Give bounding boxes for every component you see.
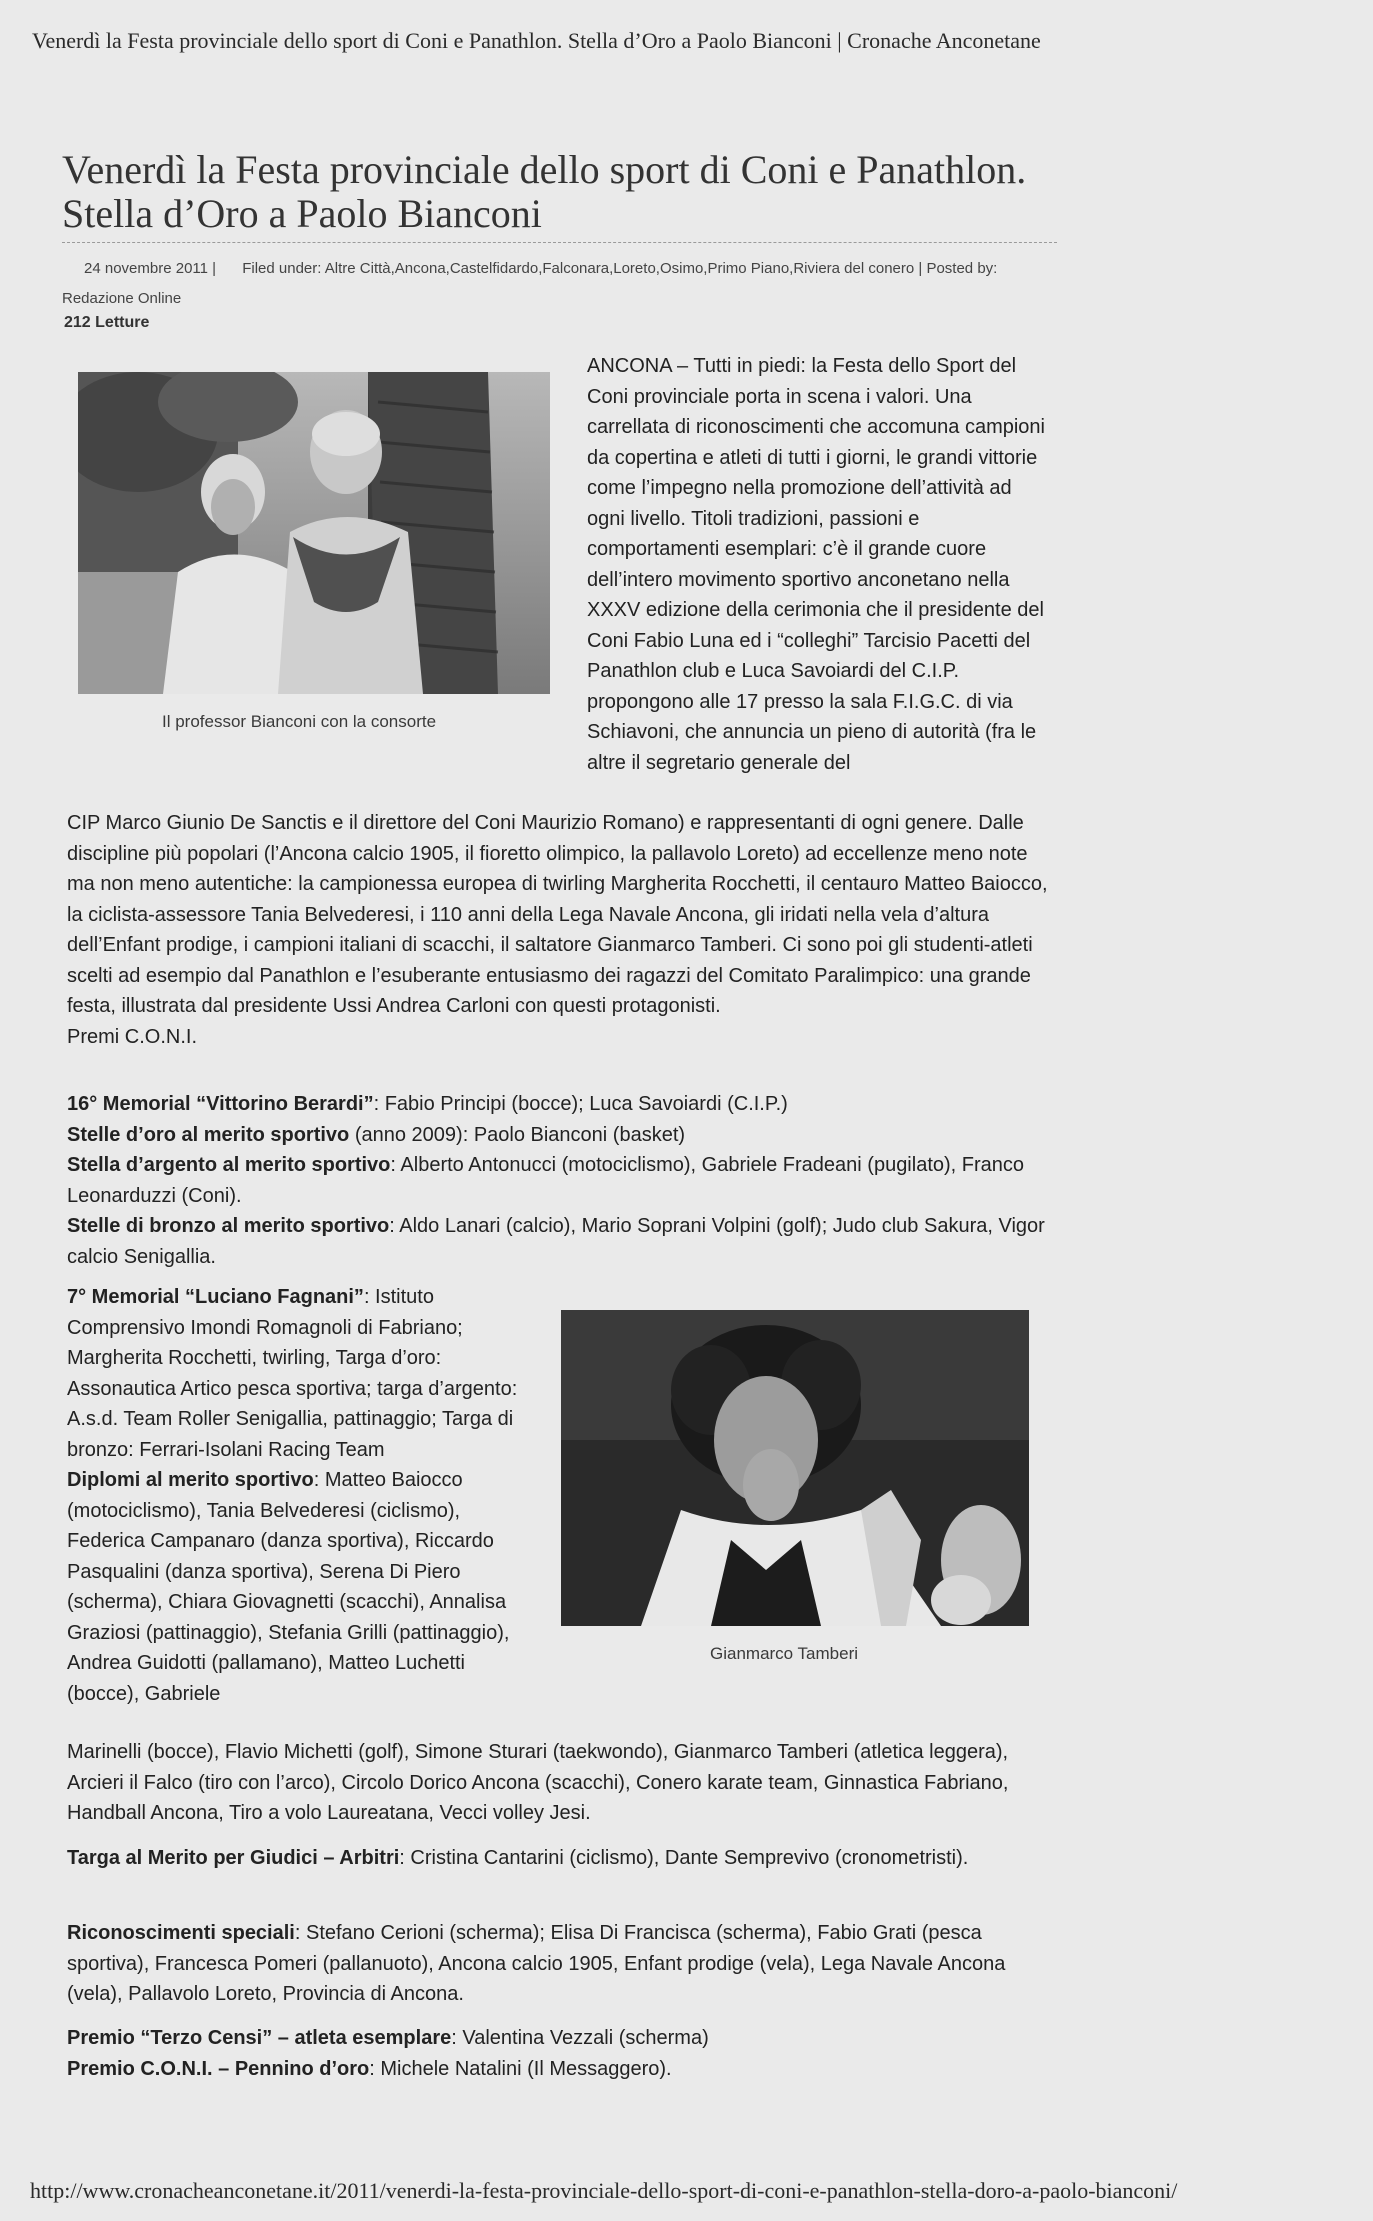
award-stelle-bronzo: Stelle di bronzo al merito sportivo: Aldo Lanari (calcio), Mario Soprani Volpini (golf); Judo club Sakura, Vigor calcio Senigallia. xyxy=(67,1215,1045,1268)
post-date: 24 novembre 2011 | xyxy=(84,260,217,277)
premi-heading: Premi C.O.N.I. xyxy=(67,1025,198,1048)
award-stella-argento: Stella d’argento al merito sportivo: Alberto Antonucci (motociclismo), Gabriele Fradeani (pugilato), Franco Leonarduzzi (Coni). xyxy=(67,1154,1025,1207)
filed-under-categories[interactable]: Filed under: Altre Città,Ancona,Castelfidardo,Falconara,Loreto,Osimo,Primo Piano,Riviera del conero | xyxy=(242,260,923,277)
award-diplomi: Diplomi al merito sportivo: Matteo Baiocco (motociclismo), Tania Belvederesi (ciclismo), Federica Campanaro (danza sportiva), Riccardo Pasqualini (danza sportiva), Serena Di Piero (scherma), Chiara Giovagnetti (scacchi), Annalisa Graziosi (pattinaggio), Stefania Grilli (pattinaggio), Andrea Guidotti (pallamano), Matteo Luchetti (bocce), Gabriele xyxy=(67,1469,510,1705)
awards-list xyxy=(67,1089,1052,1272)
read-count: 212 Letture xyxy=(64,314,150,331)
body-paragraph xyxy=(67,808,1052,1052)
tamberi-photo xyxy=(561,1310,1029,1626)
award-targa-giudici: Targa al Merito per Giudici – Arbitri: Cristina Cantarini (ciclismo), Dante Semprevivo (cronometristi). xyxy=(67,1847,969,1869)
title-divider xyxy=(62,242,1057,243)
intro-paragraph: ANCONA – Tutti in piedi: la Festa dello Sport del Coni provinciale porta in scena i valori. Una carrellata di riconoscimenti che accomuna campioni da copertina e atleti di tutti i giorni, le grandi vittorie come l’impegno nella promozione dell’attività ad ogni livello. Titoli tradizioni, passioni e comportamenti esemplari: c’è il grande cuore dell’intero movimento sportivo anconetano nella XXXV edizione della cerimonia che il presidente del Coni Fabio Luna ed i “colleghi” Tarcisio Pacetti del Panathlon club e Luca Savoiardi del C.I.P. propongono alle 17 presso la sala F.I.G.C. di via Schiavoni, che annuncia un pieno di autorità (fra le altre il segretario generale del xyxy=(587,355,1045,774)
print-footer-url[interactable]: http://www.cronacheanconetane.it/2011/venerdi-la-festa-provinciale-dello-sport-di-coni-e-panathlon-stella-doro-a-paolo-bianconi/ xyxy=(30,2178,1178,2203)
award-terzo-censi: Premio “Terzo Censi” – atleta esemplare: Valentina Vezzali (scherma) xyxy=(67,2027,709,2049)
award-pennino-oro: Premio C.O.N.I. – Pennino d’oro: Michele Natalini (Il Messaggero). xyxy=(67,2057,672,2080)
continuation-text: CIP Marco Giunio De Sanctis e il direttore del Coni Maurizio Romano) e rappresentanti di ogni genere. Dalle discipline più popolari (l’Ancona calcio 1905, il fioretto olimpico, la pallavolo Loreto) ad eccellenze meno note ma non meno autentiche: la campionessa europea di twirling Margherita Rocchetti, il centauro Matteo Baiocco, la ciclista-assessore Tania Belvederesi, i 110 anni della Lega Navale Ancona, gli iridati nella vela d’altura dell’Enfant prodige, i campioni italiani di scacchi, il saltatore Gianmarco Tamberi. Ci sono poi gli studenti-atleti scelti ad esempio dal Panathlon e l’esuberante entusiasmo dei ragazzi del Comitato Paralimpico: una grande festa, illustrata dal presidente Ussi Andrea Carloni con questi protagonisti. xyxy=(67,812,1048,1017)
posted-by[interactable]: Posted by: Redazione Online xyxy=(62,260,998,307)
article-meta xyxy=(62,254,1012,314)
final-awards xyxy=(67,2023,1052,2084)
print-header: Venerdì la Festa provinciale dello sport di Coni e Panathlon. Stella d’Oro a Paolo Bianconi | Cronache Anconetane xyxy=(32,28,1041,53)
article-title[interactable]: Venerdì la Festa provinciale dello sport di Coni e Panathlon. Stella d’Oro a Paolo Bianconi xyxy=(62,147,1027,236)
bianconi-photo xyxy=(78,372,550,694)
diplomi-continuation: Marinelli (bocce), Flavio Michetti (golf), Simone Sturari (taekwondo), Gianmarco Tamberi (atletica leggera), Arcieri il Falco (tiro con l’arco), Circolo Dorico Ancona (scacchi), Conero karate team, Ginnastica Fabriano, Handball Ancona, Tiro a volo Laureatana, Vecci volley Jesi. xyxy=(67,1741,1009,1824)
award-memorial-berardi: 16° Memorial “Vittorino Berardi”: Fabio Principi (bocce); Luca Savoiardi (C.I.P.) xyxy=(67,1093,788,1115)
memorial-fagnani-block xyxy=(67,1282,537,1709)
award-riconoscimenti: Riconoscimenti speciali: Stefano Cerioni (scherma); Elisa Di Francisca (scherma), Fabio Grati (pesca sportiva), Francesca Pomeri (pallanuoto), Ancona calcio 1905, Enfant prodige (vela), Lega Navale Ancona (vela), Pallavolo Loreto, Provincia di Ancona. xyxy=(67,1922,1006,2005)
award-memorial-fagnani: 7° Memorial “Luciano Fagnani”: Istituto Comprensivo Imondi Romagnoli di Fabriano; Margherita Rocchetti, twirling, Targa d’oro: Assonautica Artico pesca sportiva; targa d’argento: A.s.d. Team Roller Senigallia, pattinaggio; Targa di bronzo: Ferrari-Isolani Racing Team xyxy=(67,1286,518,1461)
photo2-caption: Gianmarco Tamberi xyxy=(710,1644,859,1663)
photo1-caption: Il professor Bianconi con la consorte xyxy=(162,712,437,731)
award-stelle-oro: Stelle d’oro al merito sportivo (anno 2009): Paolo Bianconi (basket) xyxy=(67,1123,686,1146)
